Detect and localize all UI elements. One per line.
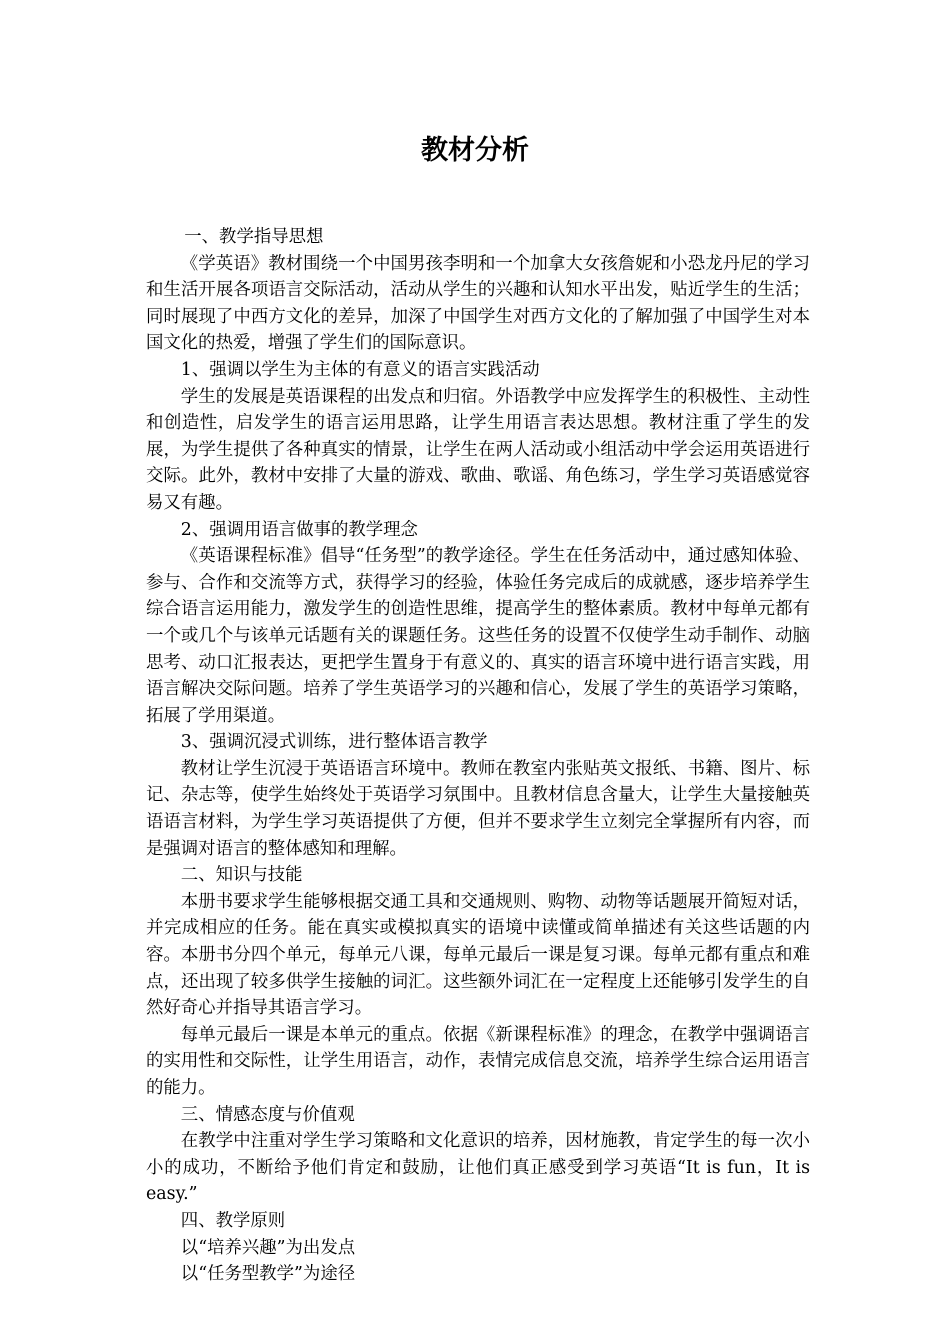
principle-interest: 以“培养兴趣”为出发点: [180, 1237, 356, 1258]
paragraph-book-requirements: 本册书要求学生能够根据交通工具和交通规则、购物、动物等话题展开简短对话，并完成相应的任务。能在真实或模拟真实的语境中读懂或简单描述有关这些话题的内容。本册书分四个单元，每单元八课，每单元最后一课是复习课。每单元都有重点和难点，还出现了较多供学生接触的词汇。这些额外词汇在一定程度上还能够引发学生的自然好奇心并指导其语言学习。: [146, 891, 810, 1019]
principle-task-based: 以“任务型教学”为途径: [180, 1264, 356, 1285]
paragraph-task-based: 《英语课程标准》倡导“任务型”的教学途径。学生在任务活动中，通过感知体验、参与、合作和交流等方式，获得学习的经验，体验任务完成后的成就感，逐步培养学生综合语言运用能力，激发学生的创造性思维，提高学生的整体素质。教材中每单元都有一个或几个与该单元话题有关的课题任务。这些任务的设置不仅使学生动手制作、动脑思考、动口汇报表达，更把学生置身于有意义的、真实的语言环境中进行语言实践，用语言解决交际问题。培养了学生英语学习的兴趣和信心，发展了学生的英语学习策略，拓展了学用渠道。: [146, 546, 810, 726]
paragraph-textbook-overview: 《学英语》教材围绕一个中国男孩李明和一个加拿大女孩詹妮和小恐龙丹尼的学习和生活开展各项语言交际活动，活动从学生的兴趣和认知水平出发，贴近学生的生活；同时展现了中西方文化的差异，加深了中国学生对西方文化的了解加强了中国学生对本国文化的热爱，增强了学生们的国际意识。: [146, 253, 810, 354]
section-heading-attitudes-values: 三、情感态度与价值观: [180, 1104, 355, 1125]
paragraph-student-development: 学生的发展是英语课程的出发点和归宿。外语教学中应发挥学生的积极性、主动性和创造性，启发学生的语言运用思路，让学生用语言表达思想。教材注重了学生的发展，为学生提供了各种真实的情景，让学生在两人活动或小组活动中学会运用英语进行交际。此外，教材中安排了大量的游戏、歌曲、歌谣、角色练习，学生学习英语感觉容易又有趣。: [146, 386, 810, 513]
paragraph-immersion: 教材让学生沉浸于英语语言环境中。教师在教室内张贴英文报纸、书籍、图片、标记、杂志等，使学生始终处于英语学习氛围中。且教材信息含量大，让学生大量接触英语语言材料，为学生学习英语提供了方便，但并不要求学生立刻完全掌握所有内容，而是强调对语言的整体感知和理解。: [146, 758, 810, 859]
paragraph-attitudes: 在教学中注重对学生学习策略和文化意识的培养，因材施教，肯定学生的每一次小小的成功，不断给予他们肯定和鼓励，让他们真正感受到学习英语“It is fun，It is easy.”: [146, 1131, 810, 1205]
subheading-student-centered: 1、强调以学生为主体的有意义的语言实践活动: [180, 359, 540, 380]
subheading-immersion: 3、强调沉浸式训练，进行整体语言教学: [180, 732, 488, 753]
section-heading-teaching-principles: 四、教学原则: [180, 1210, 286, 1231]
section-heading-knowledge-skills: 二、知识与技能: [180, 865, 303, 886]
document-title: 教材分析: [421, 135, 529, 166]
subheading-task-based: 2、强调用语言做事的教学理念: [180, 519, 418, 540]
section-heading-guiding-ideology: 一、教学指导思想: [184, 227, 324, 247]
paragraph-unit-focus: 每单元最后一课是本单元的重点。依据《新课程标准》的理念，在教学中强调语言的实用性和交际性，让学生用语言，动作，表情完成信息交流，培养学生综合运用语言的能力。: [146, 1024, 810, 1098]
document-body: [146, 224, 810, 1288]
